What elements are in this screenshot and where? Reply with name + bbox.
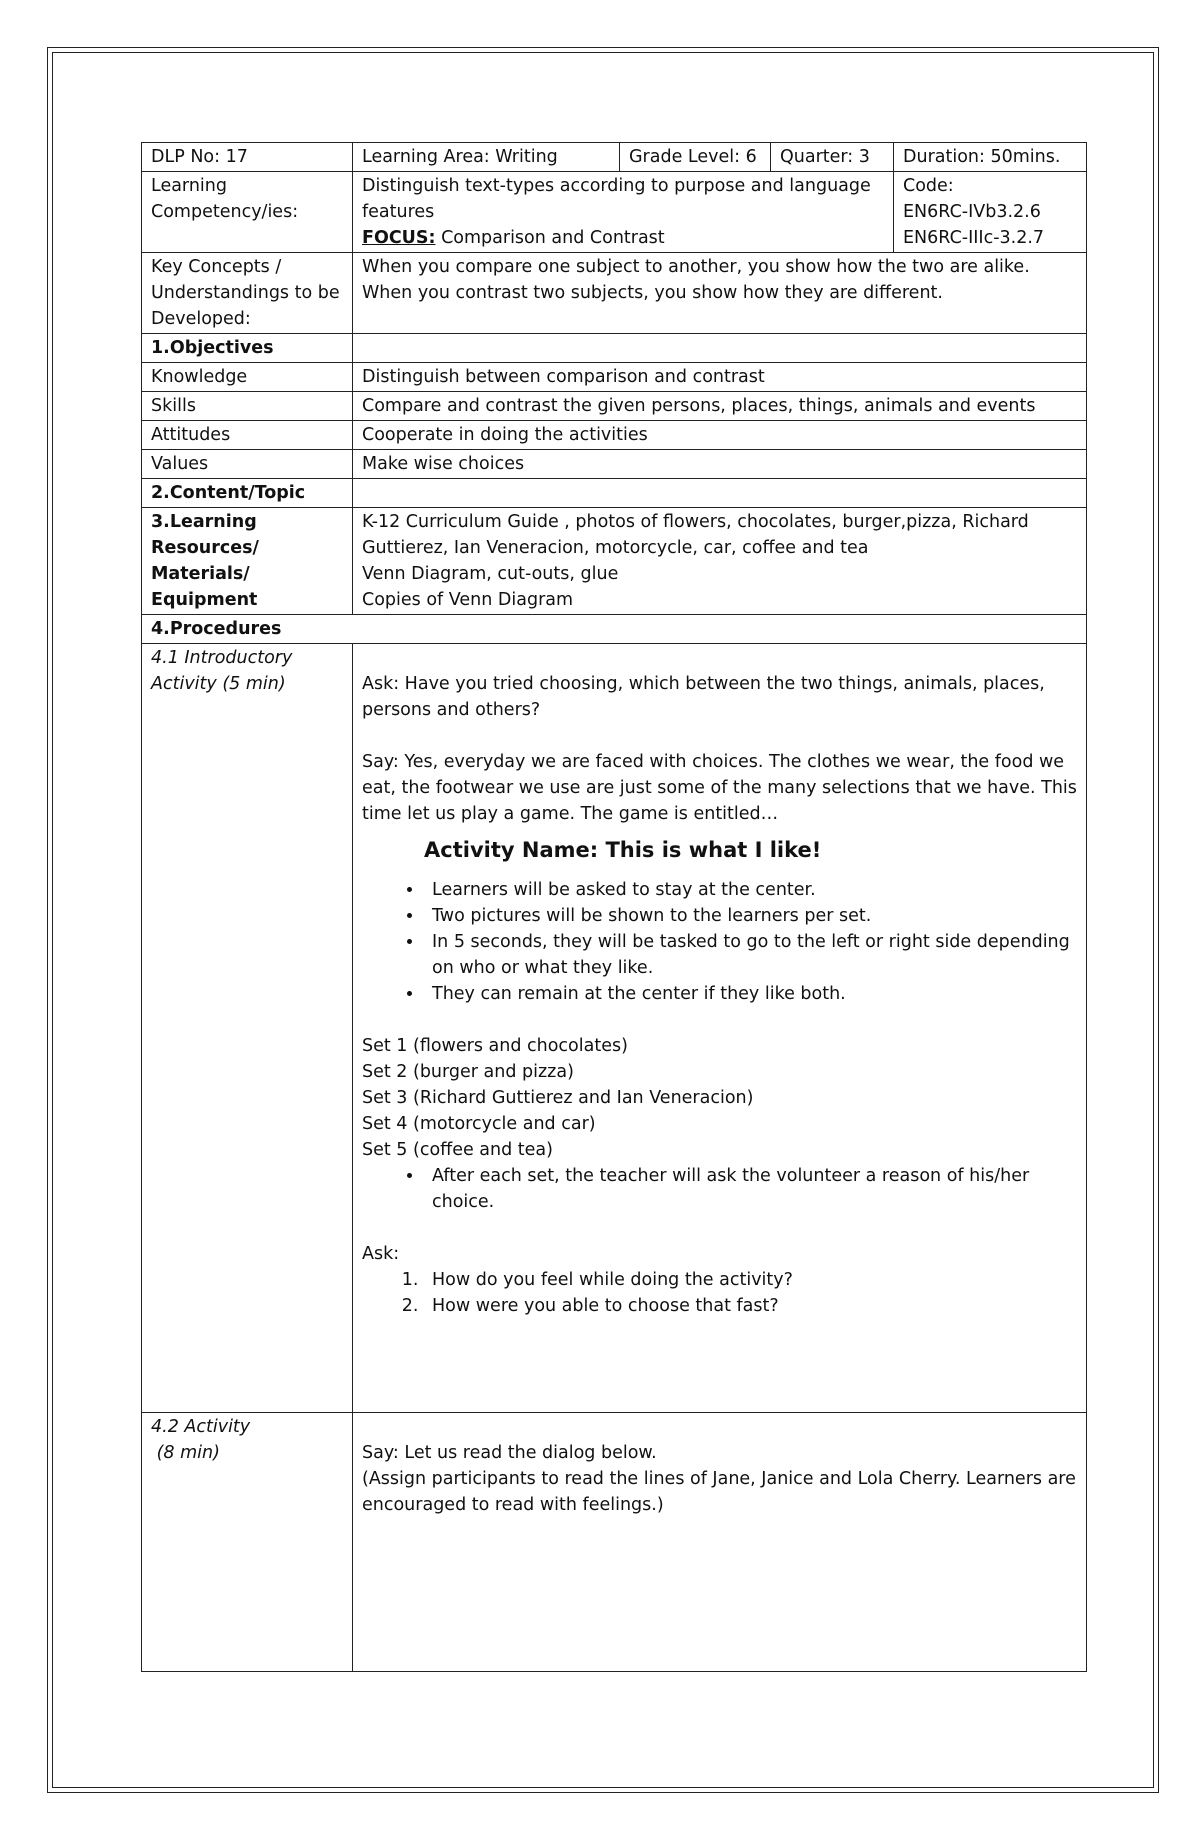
objective-text: Make wise choices xyxy=(353,450,1087,479)
dlp-number: DLP No: 17 xyxy=(142,143,353,172)
after-set-item: • After each set, the teacher will ask the volunteer a reason of his/her choice. xyxy=(424,1163,1077,1215)
duration: Duration: 50mins. xyxy=(894,143,1087,172)
key-concepts-cell xyxy=(353,253,1087,334)
activity-label-2: (8 min) xyxy=(151,1443,220,1463)
dlp-table xyxy=(141,142,1087,1672)
objectives-heading: 1.Objectives xyxy=(142,334,353,363)
intro-ask: Ask: Have you tried choosing, which between the two things, animals, places, persons and others? xyxy=(362,674,1045,720)
objective-label: Knowledge xyxy=(142,363,353,392)
competency-row xyxy=(142,172,1087,253)
key-concepts-line-1: When you compare one subject to another, you show how the two are alike. xyxy=(362,257,1030,277)
focus-text: Comparison and Contrast xyxy=(435,228,665,248)
resources-line: Copies of Venn Diagram xyxy=(362,590,574,610)
intro-activity-row xyxy=(142,644,1087,1413)
intro-label-1: 4.1 Introductory xyxy=(151,648,293,668)
intro-activity-label xyxy=(142,644,353,1413)
key-concepts-line-2: When you contrast two subjects, you show how they are different. xyxy=(362,283,943,303)
objective-label: Attitudes xyxy=(142,421,353,450)
competency-label: Learning Competency/ies: xyxy=(142,172,353,253)
instruction-list xyxy=(362,877,1077,1007)
objective-row xyxy=(142,392,1087,421)
objective-text: Distinguish between comparison and contrast xyxy=(353,363,1087,392)
quarter: Quarter: 3 xyxy=(771,143,894,172)
resources-line: Venn Diagram, cut-outs, glue xyxy=(362,564,619,584)
objective-label: Skills xyxy=(142,392,353,421)
instruction-item: • Learners will be asked to stay at the center. xyxy=(424,877,1077,903)
content-heading: 2.Content/Topic xyxy=(142,479,353,508)
competency-cell xyxy=(353,172,894,253)
objective-text: Cooperate in doing the activities xyxy=(353,421,1087,450)
competency-text: Distinguish text-types according to purpose and language features xyxy=(362,176,871,222)
question-item: 2. How were you able to choose that fast? xyxy=(424,1293,1077,1319)
instruction-item: • In 5 seconds, they will be tasked to go to the left or right side depending on who or what they like. xyxy=(424,929,1077,981)
instruction-item: • Two pictures will be shown to the learners per set. xyxy=(424,903,1077,929)
intro-label-2: Activity (5 min) xyxy=(151,674,286,694)
set-item: Set 4 (motorcycle and car) xyxy=(362,1114,596,1134)
objectives-heading-row xyxy=(142,334,1087,363)
objective-text: Compare and contrast the given persons, places, things, animals and events xyxy=(353,392,1087,421)
set-item: Set 3 (Richard Guttierez and Ian Veneracion) xyxy=(362,1088,754,1108)
question-item: 1. How do you feel while doing the activity? xyxy=(424,1267,1077,1293)
resources-row xyxy=(142,508,1087,615)
set-item: Set 5 (coffee and tea) xyxy=(362,1140,553,1160)
activity-cell xyxy=(353,1413,1087,1672)
procedures-heading-row xyxy=(142,615,1087,644)
activity-label-1: 4.2 Activity xyxy=(151,1417,251,1437)
content-empty-cell xyxy=(353,479,1087,508)
code-cell xyxy=(894,172,1087,253)
focus-label: FOCUS: xyxy=(362,228,436,248)
after-set-list xyxy=(362,1163,1077,1215)
objectives-empty-cell xyxy=(353,334,1087,363)
activity-name: Activity Name: This is what I like! xyxy=(424,838,822,862)
activity-row xyxy=(142,1413,1087,1672)
intro-say: Say: Yes, everyday we are faced with choices. The clothes we wear, the food we eat, the footwear we use are just some of the many selections that we have. This time let us play a game. The game is entitled… xyxy=(362,752,1077,824)
content-row xyxy=(142,479,1087,508)
ask-label: Ask: xyxy=(362,1244,400,1264)
header-row xyxy=(142,143,1087,172)
set-item: Set 2 (burger and pizza) xyxy=(362,1062,574,1082)
objective-row xyxy=(142,421,1087,450)
learning-area: Learning Area: Writing xyxy=(353,143,620,172)
set-item: Set 1 (flowers and chocolates) xyxy=(362,1036,628,1056)
code-2: EN6RC-IIIc-3.2.7 xyxy=(903,228,1045,248)
instruction-item: • They can remain at the center if they like both. xyxy=(424,981,1077,1007)
objective-row xyxy=(142,450,1087,479)
objective-row xyxy=(142,363,1087,392)
resources-line: K-12 Curriculum Guide , photos of flowers, chocolates, burger,pizza, Richard Guttierez, Ian Veneracion, motorcycle, car, coffee and tea xyxy=(362,512,1029,558)
resources-heading: 3.Learning Resources/ Materials/ Equipment xyxy=(142,508,353,615)
key-concepts-label: Key Concepts / Understandings to be Developed: xyxy=(142,253,353,334)
code-label: Code: xyxy=(903,176,954,196)
activity-label xyxy=(142,1413,353,1672)
intro-activity-cell xyxy=(353,644,1087,1413)
question-list xyxy=(362,1267,1077,1319)
activity-assign: (Assign participants to read the lines of Jane, Janice and Lola Cherry. Learners are encouraged to read with feelings.) xyxy=(362,1469,1076,1515)
grade-level: Grade Level: 6 xyxy=(620,143,771,172)
procedures-heading: 4.Procedures xyxy=(142,615,1087,644)
activity-say: Say: Let us read the dialog below. xyxy=(362,1443,657,1463)
resources-cell xyxy=(353,508,1087,615)
objective-label: Values xyxy=(142,450,353,479)
code-1: EN6RC-IVb3.2.6 xyxy=(903,202,1041,222)
key-concepts-row xyxy=(142,253,1087,334)
